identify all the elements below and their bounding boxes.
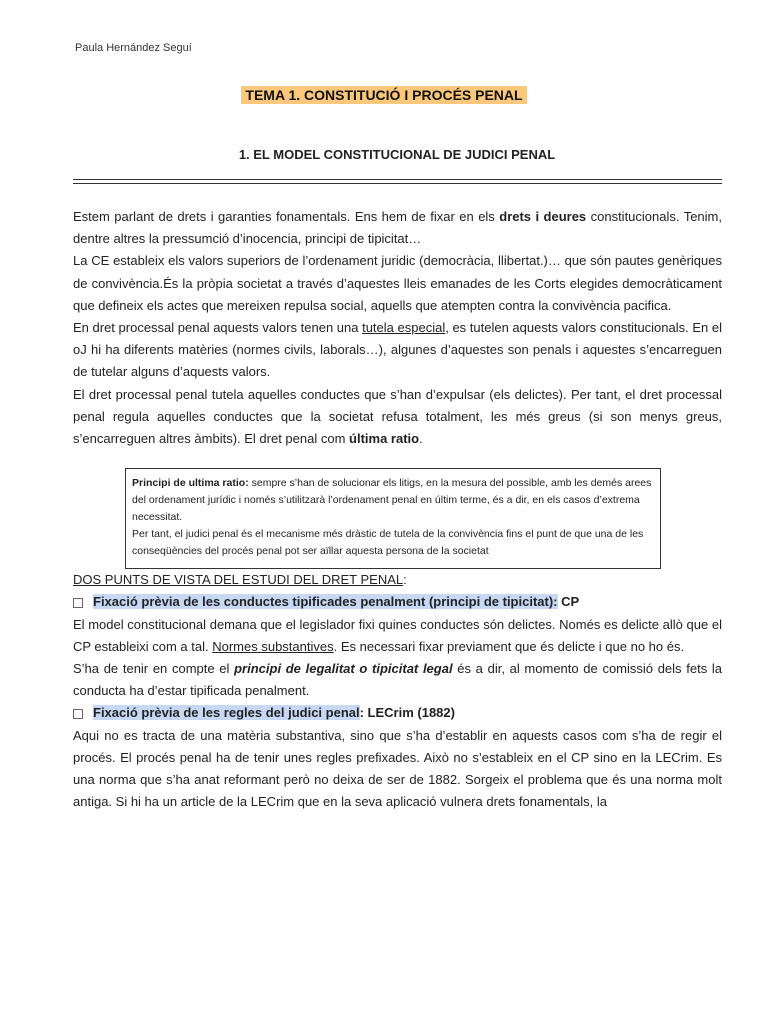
text-run: CP: [557, 594, 580, 610]
bold-term: drets i deures: [499, 209, 587, 224]
paragraph: [73, 206, 722, 250]
divider-line-top: [73, 179, 722, 180]
section-heading: [73, 569, 722, 591]
paragraph: [73, 317, 722, 384]
text-run: .: [419, 431, 423, 447]
highlighted-heading: Fixació prèvia de les regles del judici penal: [93, 705, 360, 721]
box-paragraph: Per tant, el judici penal és el mecanisme més dràstic de tutela de la convivència fins el punt de que una de les conseqüències del procés penal pot ser aïllar aquesta persona de la societat: [132, 528, 644, 558]
text-run: Estem parlant de drets i garanties fonamentals. Ens hem de fixar en els: [73, 209, 500, 224]
text-run: El dret processal penal tutela aquelles conductes que s’han d’expulsar (els delictes). Per tant, el dret processal penal regula aquelles conductes que la societat refusa totalment, les més greus (si son menys greus, s’encarreguen altres àmbits). El dret penal com: [73, 386, 722, 447]
text-run: . Es necessari fixar previament que és delicte i que no ho és.: [333, 638, 685, 654]
text-run: constitucionals. Tenim, dentre altres la pressumció d’inocencia, principi de tipicitat…: [73, 209, 722, 247]
bullet-item: [73, 591, 722, 613]
highlighted-heading: Fixació prèvia de les conductes tipificades penalment (principi de tipicitat):: [93, 594, 558, 610]
text-run: El model constitucional demana que el legislador fixi quines conductes són delictes. Només es delicte allò que el CP estableixi com a tal.: [73, 616, 722, 654]
text-run: : LECrim (1882): [359, 705, 455, 721]
checkbox-icon: [73, 709, 83, 719]
text-run: , es tutelen aquests valors constitucionals. En el oJ hi ha diferents matèries (normes civils, laborals…), algunes d’aquestes son penals i aquestes s’encarreguen de tutelar alguns d’aquests valors.: [73, 320, 722, 380]
bold-term: última ratio: [349, 431, 420, 447]
checkbox-icon: [73, 598, 83, 608]
section-subtitle: 1. EL MODEL CONSTITUCIONAL DE JUDICI PENAL: [238, 147, 556, 162]
title-wrap: [0, 86, 768, 105]
text-run: En dret processal penal aquests valors tenen una: [73, 320, 363, 336]
section-heading-text: DOS PUNTS DE VISTA DEL ESTUDI DEL DRET PENAL: [73, 572, 404, 588]
document-title: TEMA 1. CONSTITUCIÓ I PROCÉS PENAL: [241, 86, 526, 104]
underlined-term: Normes substantives: [212, 638, 334, 654]
definition-box: [125, 468, 661, 569]
box-paragraph: [132, 475, 654, 526]
box-label: Principi de ultima ratio:: [132, 477, 249, 490]
paragraph: [73, 658, 722, 702]
paragraph: La CE estableix els valors superiors de l’ordenament juridic (democràcia, llibertat.)… que són pautes genèriques de convivència.És la pròpia societat a través d’aquestes lleis emanades de les Corts elegides democràticament que defineix els actes que mereixen repulsa social, aquells que atempten contra la convivència pacifica.: [73, 253, 722, 313]
paragraph: [73, 614, 722, 658]
underlined-term: tutela especial: [362, 320, 446, 336]
text-run: sempre s’han de solucionar els litigs, en la mesura del possible, amb les demés arees del ordenament jurídic i només s’utilitzarà l’ordenament penal en últim terme, és a dir, en els casos d’extrema necessitat.: [132, 477, 652, 524]
bullet-item: [73, 702, 722, 724]
text-run: és a dir, al momento de comissió dels fets la conducta ha d’estar tipificada penalment.: [73, 661, 722, 699]
paragraph: Aqui no es tracta de una matèria substantiva, sino que s’ha d’establir en aquests casos com s’ha de regir el procés. El procés penal ha de tenir unes regles prefixades. Això no s’estableix en el CP sino en la LECrim. Es una norma que s’ha anat reformant però no deixa de ser de 1882. Sorgeix el problema que és una norma molt antiga. Si hi ha un article de la LECrim que en la seva aplicació vulnera drets fonamentals, la: [73, 727, 722, 810]
bold-italic-term: principi de legalitat o tipicitat legal: [234, 661, 453, 677]
divider-line-bottom: [73, 183, 722, 184]
author-name: Paula Hernández Seguí: [75, 42, 192, 54]
document-body: [73, 206, 722, 813]
paragraph: [73, 384, 722, 451]
text-run: :: [403, 572, 407, 588]
text-run: S’ha de tenir en compte el: [73, 661, 235, 677]
